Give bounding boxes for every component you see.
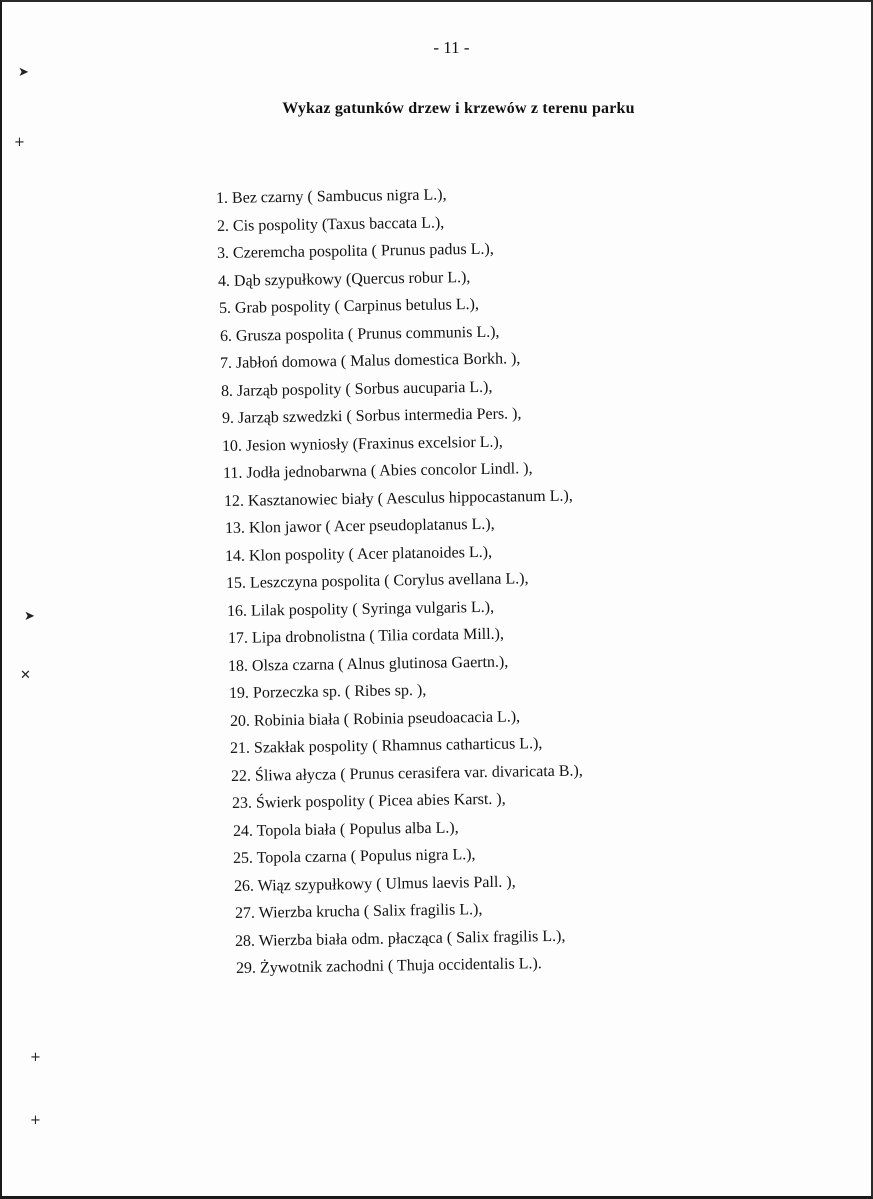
- species-item: 9. Jarząb szwedzki ( Sorbus intermedia Pers. ),: [221, 405, 522, 427]
- species-item: 2. Cis pospolity (Taxus baccata L.),: [216, 213, 445, 235]
- scan-mark-arrow: ➤: [18, 65, 29, 80]
- scan-mark-cross: +: [30, 1050, 41, 1065]
- species-item: 18. Olsza czarna ( Alnus glutinosa Gaertn.),: [228, 653, 509, 675]
- scan-mark-cross: +: [14, 135, 25, 150]
- species-item: 23. Świerk pospolity ( Picea abies Karst. ),: [231, 790, 506, 812]
- species-item: 19. Porzeczka sp. ( Ribes sp. ),: [228, 681, 427, 702]
- species-item: 12. Kasztanowiec biały ( Aesculus hippocastanum L.),: [223, 487, 573, 510]
- species-item: 8. Jarząb pospolity ( Sorbus aucuparia L.),: [220, 378, 493, 400]
- species-item: 21. Szakłak pospolity ( Rhamnus catharticus L.),: [230, 735, 543, 757]
- species-item: 7. Jabłoń domowa ( Malus domestica Borkh. ),: [220, 350, 521, 372]
- species-item: 25. Topola czarna ( Populus nigra L.),: [233, 846, 476, 867]
- species-item: 1. Bez czarny ( Sambucus nigra L.),: [215, 186, 447, 207]
- species-item: 4. Dąb szypułkowy (Quercus robur L.),: [218, 268, 471, 290]
- species-item: 3. Czeremcha pospolita ( Prunus padus L.),: [217, 240, 495, 262]
- species-item: 22. Śliwa ałycza ( Prunus cerasifera var. divaricata B.),: [230, 761, 584, 785]
- species-item: 24. Topola biała ( Populus alba L.),: [232, 818, 459, 840]
- scan-mark-cross: +: [30, 1113, 41, 1128]
- species-item: 13. Klon jawor ( Acer pseudoplatanus L.),: [224, 515, 495, 537]
- species-item: 26. Wiąz szypułkowy ( Ulmus laevis Pall. ),: [233, 873, 516, 895]
- species-item: 28. Wierzba biała odm. płacząca ( Salix fragilis L.),: [235, 927, 567, 950]
- species-item: 15. Leszczyna pospolita ( Corylus avellana L.),: [225, 570, 529, 592]
- species-item: 16. Lilak pospolity ( Syringa vulgaris L.),: [226, 598, 494, 620]
- species-item: 27. Wierzba krucha ( Salix fragilis L.),: [234, 901, 483, 922]
- species-item: 17. Lipa drobnolistna ( Tilia cordata Mill.),: [227, 625, 504, 647]
- species-item: 20. Robinia biała ( Robinia pseudoacacia L.),: [229, 707, 520, 730]
- scan-mark-arrow: ➤: [24, 609, 35, 624]
- species-item: 6. Grusza pospolita ( Prunus communis L.),: [219, 323, 500, 345]
- scan-mark-cross: ✕: [20, 668, 31, 683]
- species-item: 11. Jodła jednobarwna ( Abies concolor Lindl. ),: [223, 460, 533, 482]
- page-number: - 11 -: [433, 38, 470, 57]
- species-item: 29. Żywotnik zachodni ( Thuja occidentalis L.).: [236, 955, 543, 977]
- species-item: 10. Jesion wyniosły (Fraxinus excelsior L.),: [222, 433, 504, 455]
- species-item: 14. Klon pospolity ( Acer platanoides L.),: [225, 543, 493, 565]
- species-item: 5. Grab pospolity ( Carpinus betulus L.),: [218, 295, 479, 317]
- page-title: Wykaz gatunków drzew i krzewów z terenu parku: [282, 100, 635, 117]
